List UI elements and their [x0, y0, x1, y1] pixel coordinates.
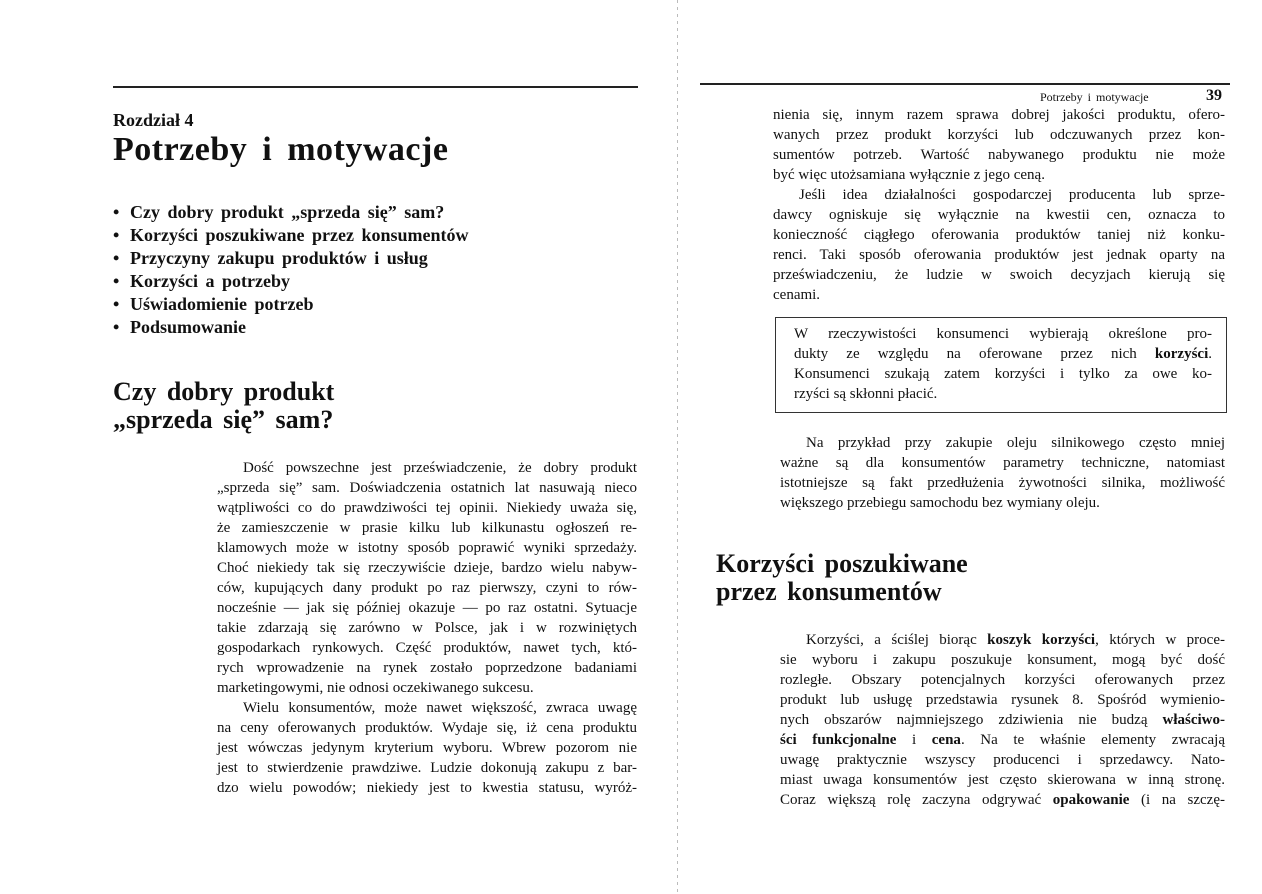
- contents-item: • Uświadomienie potrzeb: [113, 293, 469, 316]
- chapter-contents: [113, 201, 469, 339]
- text-line: rych wprowadzenie na rynek zostało poprzedzone badaniami: [217, 660, 637, 676]
- text-line: gospodarkach rynkowych. Część produktów, nawet tych, któ-: [217, 640, 637, 656]
- text-line: Wielu konsumentów, może nawet większość, zwraca uwagę: [243, 700, 637, 716]
- right-top-rule: [700, 83, 1230, 85]
- text-line: klamowych może w istotny sposób poprawić wyniki sprzedaży.: [217, 540, 637, 556]
- text-line: renci. Taki sposób oferowania produktów jest jednak oparty na: [773, 247, 1225, 263]
- text-line: Na przykład przy zakupie oleju silnikowego często mniej: [806, 435, 1225, 451]
- text-line: [780, 790, 1225, 810]
- text-line: Dość powszechne jest przeświadczenie, że dobry produkt: [243, 460, 637, 476]
- heading-line: Czy dobry produkt: [113, 377, 335, 406]
- contents-item: • Przyczyny zakupu produktów i usług: [113, 247, 469, 270]
- body-paragraph: [780, 630, 1225, 810]
- heading-line: Korzyści poszukiwane: [716, 549, 968, 578]
- running-head: Potrzeby i motywacje: [1040, 90, 1149, 104]
- text-segment: , których w proce-: [1095, 632, 1225, 648]
- text-line: dzo wielu powodów; niekiedy jest to kwestia statusu, wyróż-: [217, 780, 637, 796]
- body-paragraph: [773, 105, 1225, 185]
- text-line: takie zdarzają się zarówno w Polsce, jak i w rozwiniętych: [217, 620, 637, 636]
- text-line: wanych przez produkt korzyści lub odczuwanych przez kon-: [773, 127, 1225, 143]
- bold-term: cena: [931, 732, 961, 748]
- text-segment: (i na szczę-: [1129, 792, 1225, 808]
- chapter-label: Rozdział 4: [113, 110, 194, 130]
- text-line: sumentów potrzeb. Wartość nabywanego produktu nie może: [773, 147, 1225, 163]
- text-segment: i: [896, 732, 932, 748]
- text-line: cenami.: [773, 287, 821, 303]
- bold-term: ści funkcjonalne: [780, 732, 897, 748]
- bold-term: korzyści: [1154, 346, 1209, 362]
- text-line: dawcy ogniskuje się wyłącznie na kwestii cen, oznacza to: [773, 207, 1225, 223]
- text-line: miast uwaga konsumentów jest często skierowana w inną stronę.: [780, 772, 1225, 788]
- heading-line: „sprzeda się” sam?: [113, 405, 334, 434]
- text-line: przeświadczeniu, że ludzie w swoich decyzjach kierują się: [773, 267, 1225, 283]
- page-number: 39: [1206, 87, 1222, 104]
- text-line: większego przebiegu samochodu bez wymiany oleju.: [780, 495, 1100, 511]
- body-paragraph: [217, 698, 637, 798]
- text-line: „sprzeda się” sam. Doświadczenia ostatnich lat nasuwają nieco: [217, 480, 637, 496]
- chapter-title: Potrzeby i motywacje: [113, 131, 449, 168]
- text-line: uwagę praktycznie wszyscy producenci i sprzedawcy. Nato-: [780, 752, 1225, 768]
- text-segment: . Na te właśnie elementy zwracają: [960, 732, 1225, 748]
- section-heading-benefits: [716, 550, 968, 606]
- contents-item: • Czy dobry produkt „sprzeda się” sam?: [113, 201, 469, 224]
- bold-term: koszyk korzyści: [987, 632, 1096, 648]
- text-line: W rzeczywistości konsumenci wybierają określone pro-: [794, 326, 1212, 342]
- text-line: nocześnie — jak się później okazuje — po raz ostatni. Sytuacje: [217, 600, 637, 616]
- text-segment: dukty ze względu na oferowane przez nich: [794, 346, 1155, 362]
- text-line: być więc utożsamiana wyłącznie z jego ceną.: [773, 167, 1045, 183]
- text-line: ważne są dla konsumentów parametry techniczne, natomiast: [780, 455, 1225, 471]
- text-line: marketingowymi, nie odnosi oczekiwanego sukcesu.: [217, 680, 534, 696]
- left-top-rule: [113, 86, 638, 88]
- text-line: [794, 344, 1212, 364]
- text-line: sie wyboru i zakupu poszukuje konsument, mogą być dość: [780, 652, 1225, 668]
- text-line: Jeśli idea działalności gospodarczej producenta lub sprze-: [799, 187, 1225, 203]
- text-line: że zamieszczenie w prasie kilku lub kilkunastu ogłoszeń re-: [217, 520, 637, 536]
- contents-item: • Podsumowanie: [113, 316, 469, 339]
- text-segment: Coraz większą rolę zaczyna odgrywać: [780, 792, 1053, 808]
- bold-term: opakowanie: [1052, 792, 1130, 808]
- text-line: wątpliwości co do prawdziwości tej opinii. Niekiedy uważa się,: [217, 500, 637, 516]
- text-line: [780, 710, 1225, 730]
- text-line: ców, kupujących dany produkt po raz pierwszy, czyni to rów-: [217, 580, 637, 596]
- text-line: istotniejsze są fakt przedłużenia żywotności silnika, możliwość: [780, 475, 1225, 491]
- book-gutter: [677, 0, 678, 894]
- text-line: na ceny oferowanych produktów. Wydaje się, iż cena produktu: [217, 720, 637, 736]
- text-line: rozległe. Obszary potencjalnych korzyści oferowanych przez: [780, 672, 1225, 688]
- callout-text: [794, 324, 1212, 404]
- contents-item: • Korzyści a potrzeby: [113, 270, 469, 293]
- body-paragraph: [773, 185, 1225, 305]
- text-segment: nych obszarów najmniejszego zdziwienia nie budzą: [780, 712, 1163, 728]
- text-line: Choć niekiedy tak się rzeczywiście dzieje, bardzo wielu nabyw-: [217, 560, 637, 576]
- text-segment: Korzyści, a ściślej biorąc: [806, 632, 988, 648]
- heading-line: przez konsumentów: [716, 577, 942, 606]
- text-line: rzyści są skłonni płacić.: [794, 386, 938, 402]
- text-line: nienia się, innym razem sprawa dobrej jakości produktu, ofero-: [773, 107, 1225, 123]
- text-line: [780, 630, 1225, 650]
- example-paragraph: [780, 433, 1225, 513]
- text-line: produkt lub usługę przedstawia rysunek 8. Spośród wymienio-: [780, 692, 1225, 708]
- body-paragraph: [217, 458, 637, 698]
- text-segment: .: [1208, 346, 1212, 362]
- text-line: jest to stwierdzenie prawdziwe. Ludzie dokonują zakupu z bar-: [217, 760, 637, 776]
- text-line: [780, 730, 1225, 750]
- contents-item: • Korzyści poszukiwane przez konsumentów: [113, 224, 469, 247]
- bold-term: właściwo-: [1162, 712, 1225, 728]
- text-line: jest wówczas jedynym kryterium wyboru. Wbrew pozorom nie: [217, 740, 637, 756]
- text-line: konieczność ciągłego oferowania produktów taniej niż konku-: [773, 227, 1225, 243]
- section-heading-good-product: [113, 378, 334, 434]
- text-line: Konsumenci szukają zatem korzyści i tylko za owe ko-: [794, 366, 1212, 382]
